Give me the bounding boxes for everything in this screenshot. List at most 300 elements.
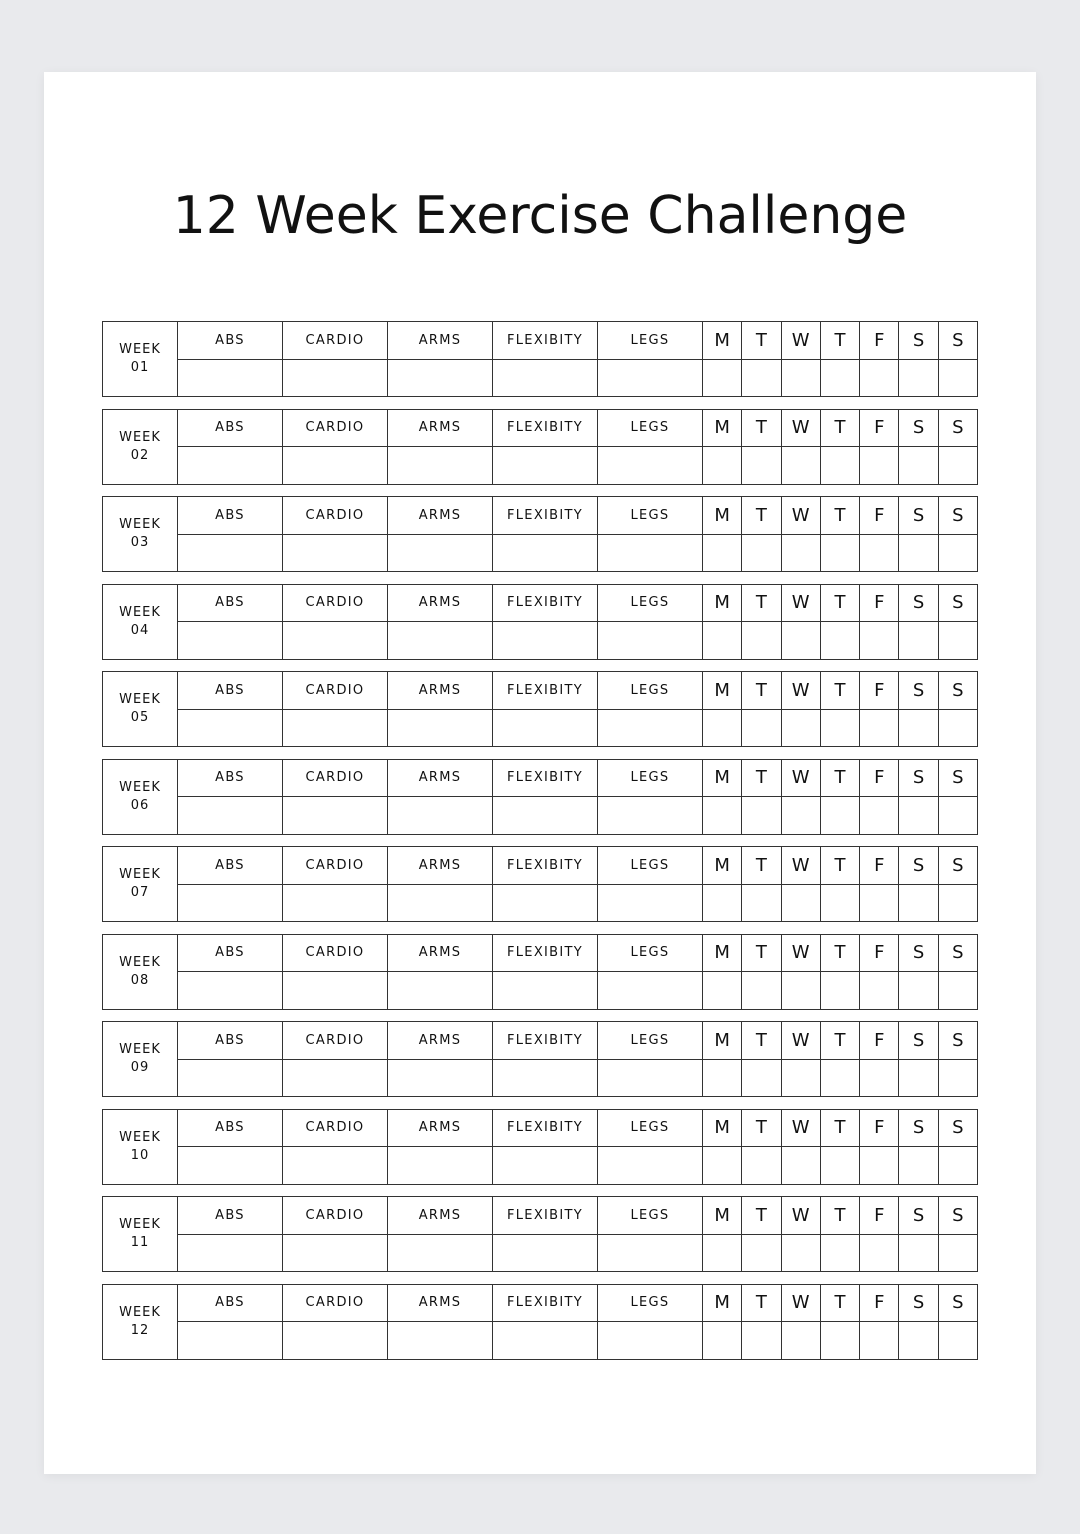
day-checkbox-cell[interactable] (820, 447, 859, 485)
day-checkbox-cell[interactable] (938, 1059, 977, 1097)
category-header: ARMS (388, 847, 493, 885)
day-checkbox-cell[interactable] (703, 359, 742, 397)
day-checkbox-cell[interactable] (742, 1234, 781, 1272)
page-title: 12 Week Exercise Challenge (172, 186, 908, 246)
category-header: CARDIO (283, 1109, 388, 1147)
day-checkbox-cell[interactable] (860, 709, 899, 747)
day-checkbox-cell[interactable] (899, 359, 938, 397)
day-checkbox-cell[interactable] (820, 1234, 859, 1272)
day-checkbox-cell[interactable] (781, 359, 820, 397)
day-checkbox-cell[interactable] (820, 534, 859, 572)
category-entry-cell[interactable] (283, 1147, 388, 1185)
day-header: S (899, 847, 938, 885)
day-checkbox-cell[interactable] (899, 972, 938, 1010)
day-checkbox-cell[interactable] (938, 972, 977, 1010)
day-checkbox-cell[interactable] (938, 359, 977, 397)
day-checkbox-cell[interactable] (742, 622, 781, 660)
day-checkbox-cell[interactable] (820, 1322, 859, 1360)
category-entry-cell[interactable] (493, 972, 598, 1010)
category-entry-cell[interactable] (388, 534, 493, 572)
category-entry-cell[interactable] (178, 447, 283, 485)
day-checkbox-cell[interactable] (860, 797, 899, 835)
day-checkbox-cell[interactable] (742, 1322, 781, 1360)
day-checkbox-cell[interactable] (781, 972, 820, 1010)
day-header: F (860, 934, 899, 972)
day-checkbox-cell[interactable] (899, 884, 938, 922)
category-entry-cell[interactable] (283, 797, 388, 835)
category-header: LEGS (598, 1284, 703, 1322)
day-header: T (742, 1109, 781, 1147)
weeks-list (102, 321, 978, 1371)
category-entry-cell[interactable] (283, 1234, 388, 1272)
day-checkbox-cell[interactable] (781, 884, 820, 922)
week-number: 12 (130, 1322, 150, 1338)
day-header: S (899, 322, 938, 360)
day-header: M (703, 759, 742, 797)
week-table (102, 409, 978, 485)
category-entry-cell[interactable] (388, 1322, 493, 1360)
category-entry-cell[interactable] (283, 1059, 388, 1097)
week-number: 02 (130, 447, 150, 463)
category-entry-cell[interactable] (178, 359, 283, 397)
day-checkbox-cell[interactable] (781, 534, 820, 572)
category-header: ARMS (388, 1197, 493, 1235)
day-header: S (938, 1197, 977, 1235)
week-label (103, 847, 178, 922)
day-checkbox-cell[interactable] (938, 709, 977, 747)
category-entry-cell[interactable] (388, 622, 493, 660)
day-checkbox-cell[interactable] (938, 797, 977, 835)
week-label (103, 934, 178, 1009)
day-checkbox-cell[interactable] (938, 622, 977, 660)
week-table (102, 584, 978, 660)
day-checkbox-cell[interactable] (703, 1234, 742, 1272)
category-entry-cell[interactable] (388, 1147, 493, 1185)
day-header: S (938, 1109, 977, 1147)
day-header: M (703, 847, 742, 885)
category-header: ARMS (388, 584, 493, 622)
category-entry-cell[interactable] (598, 797, 703, 835)
week-block (102, 584, 978, 660)
day-checkbox-cell[interactable] (899, 709, 938, 747)
category-entry-cell[interactable] (178, 622, 283, 660)
day-header: W (781, 409, 820, 447)
day-header: S (899, 1197, 938, 1235)
category-entry-cell[interactable] (283, 972, 388, 1010)
category-entry-cell[interactable] (178, 1147, 283, 1185)
category-header: CARDIO (283, 1022, 388, 1060)
week-word: WEEK (119, 342, 161, 357)
day-checkbox-cell[interactable] (820, 1147, 859, 1185)
day-checkbox-cell[interactable] (703, 972, 742, 1010)
category-entry-cell[interactable] (493, 1234, 598, 1272)
day-checkbox-cell[interactable] (820, 884, 859, 922)
day-header: W (781, 584, 820, 622)
category-header: ABS (178, 497, 283, 535)
category-header: ARMS (388, 1284, 493, 1322)
day-checkbox-cell[interactable] (742, 884, 781, 922)
category-entry-cell[interactable] (493, 534, 598, 572)
day-header: F (860, 497, 899, 535)
category-entry-cell[interactable] (598, 1234, 703, 1272)
day-checkbox-cell[interactable] (820, 709, 859, 747)
category-entry-cell[interactable] (598, 1147, 703, 1185)
week-table (102, 846, 978, 922)
day-checkbox-cell[interactable] (781, 1147, 820, 1185)
day-header: F (860, 322, 899, 360)
category-entry-cell[interactable] (388, 1234, 493, 1272)
day-header: S (899, 1109, 938, 1147)
week-label (103, 409, 178, 484)
day-header: T (742, 672, 781, 710)
day-header: T (820, 497, 859, 535)
day-checkbox-cell[interactable] (820, 1059, 859, 1097)
day-checkbox-cell[interactable] (820, 972, 859, 1010)
category-entry-cell[interactable] (493, 1059, 598, 1097)
day-checkbox-cell[interactable] (742, 359, 781, 397)
day-header: M (703, 1109, 742, 1147)
category-entry-cell[interactable] (598, 709, 703, 747)
day-checkbox-cell[interactable] (703, 884, 742, 922)
category-entry-cell[interactable] (493, 359, 598, 397)
day-checkbox-cell[interactable] (820, 359, 859, 397)
category-header: CARDIO (283, 1284, 388, 1322)
category-entry-cell[interactable] (598, 447, 703, 485)
category-header: ARMS (388, 409, 493, 447)
day-checkbox-cell[interactable] (860, 447, 899, 485)
day-checkbox-cell[interactable] (899, 797, 938, 835)
week-word: WEEK (119, 954, 161, 970)
day-checkbox-cell[interactable] (860, 534, 899, 572)
category-entry-cell[interactable] (598, 1059, 703, 1097)
category-entry-cell[interactable] (493, 797, 598, 835)
week-table (102, 671, 978, 747)
category-header: FLEXIBITY (493, 1109, 598, 1147)
day-header: S (899, 1284, 938, 1322)
day-header: T (742, 322, 781, 360)
day-checkbox-cell[interactable] (860, 1147, 899, 1185)
category-header: FLEXIBITY (493, 409, 598, 447)
category-entry-cell[interactable] (493, 1322, 598, 1360)
day-header: S (899, 759, 938, 797)
day-header: S (938, 759, 977, 797)
category-entry-cell[interactable] (493, 709, 598, 747)
week-table (102, 1021, 978, 1097)
category-entry-cell[interactable] (388, 359, 493, 397)
day-checkbox-cell[interactable] (860, 622, 899, 660)
day-checkbox-cell[interactable] (781, 1322, 820, 1360)
day-header: T (742, 584, 781, 622)
day-checkbox-cell[interactable] (703, 1147, 742, 1185)
week-word: WEEK (119, 429, 161, 445)
day-checkbox-cell[interactable] (781, 622, 820, 660)
category-header: ARMS (388, 934, 493, 972)
category-header: ABS (178, 1109, 283, 1147)
day-header: M (703, 584, 742, 622)
category-entry-cell[interactable] (283, 534, 388, 572)
week-number: 01 (130, 360, 150, 375)
day-checkbox-cell[interactable] (938, 1234, 977, 1272)
week-table (102, 759, 978, 835)
category-header: LEGS (598, 847, 703, 885)
day-header: T (820, 672, 859, 710)
day-header: W (781, 759, 820, 797)
day-header: T (742, 1197, 781, 1235)
category-header: LEGS (598, 759, 703, 797)
week-label (103, 322, 178, 397)
category-header: CARDIO (283, 322, 388, 360)
week-word: WEEK (119, 1042, 161, 1057)
day-header: S (938, 672, 977, 710)
week-number: 10 (130, 1147, 150, 1163)
day-checkbox-cell[interactable] (742, 1147, 781, 1185)
week-word: WEEK (119, 517, 161, 532)
day-checkbox-cell[interactable] (899, 1322, 938, 1360)
category-header: CARDIO (283, 847, 388, 885)
day-checkbox-cell[interactable] (703, 534, 742, 572)
day-checkbox-cell[interactable] (860, 359, 899, 397)
category-header: ABS (178, 1197, 283, 1235)
day-checkbox-cell[interactable] (899, 622, 938, 660)
category-entry-cell[interactable] (178, 1322, 283, 1360)
day-checkbox-cell[interactable] (860, 972, 899, 1010)
day-checkbox-cell[interactable] (938, 884, 977, 922)
category-header: FLEXIBITY (493, 672, 598, 710)
day-checkbox-cell[interactable] (781, 447, 820, 485)
day-checkbox-cell[interactable] (938, 1147, 977, 1185)
category-entry-cell[interactable] (178, 797, 283, 835)
day-header: M (703, 934, 742, 972)
day-header: W (781, 672, 820, 710)
day-header: W (781, 1109, 820, 1147)
category-header: ABS (178, 847, 283, 885)
week-table (102, 1109, 978, 1185)
category-entry-cell[interactable] (598, 534, 703, 572)
category-header: ARMS (388, 1022, 493, 1060)
category-header: ARMS (388, 322, 493, 360)
category-header: CARDIO (283, 1197, 388, 1235)
day-checkbox-cell[interactable] (742, 1059, 781, 1097)
category-entry-cell[interactable] (178, 1234, 283, 1272)
category-header: ABS (178, 1284, 283, 1322)
day-checkbox-cell[interactable] (781, 1234, 820, 1272)
category-header: FLEXIBITY (493, 847, 598, 885)
week-label (103, 672, 178, 747)
category-header: FLEXIBITY (493, 584, 598, 622)
category-header: FLEXIBITY (493, 497, 598, 535)
day-checkbox-cell[interactable] (742, 972, 781, 1010)
week-word: WEEK (119, 1304, 161, 1320)
category-entry-cell[interactable] (178, 534, 283, 572)
category-entry-cell[interactable] (283, 359, 388, 397)
day-checkbox-cell[interactable] (860, 884, 899, 922)
day-checkbox-cell[interactable] (938, 1322, 977, 1360)
day-header: F (860, 759, 899, 797)
week-label (103, 1022, 178, 1097)
category-entry-cell[interactable] (493, 1147, 598, 1185)
day-header: T (820, 1022, 859, 1060)
day-header: W (781, 1197, 820, 1235)
day-header: W (781, 497, 820, 535)
week-number: 08 (130, 972, 150, 988)
day-checkbox-cell[interactable] (703, 1059, 742, 1097)
week-block (102, 321, 978, 397)
day-checkbox-cell[interactable] (899, 1234, 938, 1272)
day-header: T (820, 584, 859, 622)
category-entry-cell[interactable] (283, 709, 388, 747)
category-header: ABS (178, 584, 283, 622)
category-header: LEGS (598, 497, 703, 535)
day-checkbox-cell[interactable] (703, 709, 742, 747)
day-checkbox-cell[interactable] (703, 447, 742, 485)
week-label (103, 1197, 178, 1272)
day-header: S (899, 497, 938, 535)
category-header: LEGS (598, 1109, 703, 1147)
day-checkbox-cell[interactable] (781, 709, 820, 747)
day-header: S (938, 847, 977, 885)
category-entry-cell[interactable] (178, 709, 283, 747)
day-checkbox-cell[interactable] (899, 447, 938, 485)
category-entry-cell[interactable] (283, 447, 388, 485)
day-header: T (820, 759, 859, 797)
day-header: T (820, 1109, 859, 1147)
day-checkbox-cell[interactable] (703, 797, 742, 835)
day-header: S (899, 409, 938, 447)
day-checkbox-cell[interactable] (781, 1059, 820, 1097)
category-entry-cell[interactable] (178, 1059, 283, 1097)
day-header: F (860, 672, 899, 710)
category-entry-cell[interactable] (283, 1322, 388, 1360)
category-entry-cell[interactable] (388, 709, 493, 747)
day-checkbox-cell[interactable] (938, 447, 977, 485)
day-checkbox-cell[interactable] (899, 534, 938, 572)
category-header: ABS (178, 759, 283, 797)
day-header: F (860, 409, 899, 447)
week-word: WEEK (119, 779, 161, 795)
day-checkbox-cell[interactable] (781, 797, 820, 835)
day-header: S (938, 584, 977, 622)
category-header: LEGS (598, 322, 703, 360)
day-header: F (860, 1284, 899, 1322)
category-header: CARDIO (283, 409, 388, 447)
week-word: WEEK (119, 604, 161, 620)
day-checkbox-cell[interactable] (742, 534, 781, 572)
day-header: W (781, 1284, 820, 1322)
day-header: T (820, 847, 859, 885)
day-header: S (938, 1284, 977, 1322)
category-header: LEGS (598, 409, 703, 447)
category-entry-cell[interactable] (388, 972, 493, 1010)
day-checkbox-cell[interactable] (938, 534, 977, 572)
category-header: ABS (178, 934, 283, 972)
category-header: ARMS (388, 1109, 493, 1147)
day-header: M (703, 1284, 742, 1322)
day-header: S (938, 934, 977, 972)
category-entry-cell[interactable] (388, 1059, 493, 1097)
day-header: S (938, 1022, 977, 1060)
category-entry-cell[interactable] (178, 972, 283, 1010)
category-header: ABS (178, 672, 283, 710)
day-checkbox-cell[interactable] (742, 797, 781, 835)
category-entry-cell[interactable] (598, 972, 703, 1010)
category-entry-cell[interactable] (598, 622, 703, 660)
day-header: W (781, 934, 820, 972)
day-header: F (860, 1022, 899, 1060)
week-block (102, 1109, 978, 1185)
category-header: ARMS (388, 497, 493, 535)
week-table (102, 1284, 978, 1360)
category-header: CARDIO (283, 759, 388, 797)
week-label (103, 497, 178, 572)
day-header: F (860, 1109, 899, 1147)
week-label (103, 759, 178, 834)
week-number: 06 (130, 797, 150, 813)
week-block (102, 1284, 978, 1360)
day-checkbox-cell[interactable] (703, 1322, 742, 1360)
week-label (103, 1284, 178, 1359)
category-header: FLEXIBITY (493, 934, 598, 972)
day-checkbox-cell[interactable] (820, 622, 859, 660)
day-header: M (703, 1022, 742, 1060)
day-checkbox-cell[interactable] (860, 1234, 899, 1272)
category-header: CARDIO (283, 934, 388, 972)
day-header: M (703, 497, 742, 535)
day-checkbox-cell[interactable] (899, 1059, 938, 1097)
day-checkbox-cell[interactable] (860, 1059, 899, 1097)
category-entry-cell[interactable] (388, 797, 493, 835)
day-checkbox-cell[interactable] (703, 622, 742, 660)
week-number: 11 (130, 1235, 150, 1250)
category-header: CARDIO (283, 584, 388, 622)
category-entry-cell[interactable] (283, 884, 388, 922)
day-header: S (938, 497, 977, 535)
category-header: FLEXIBITY (493, 1284, 598, 1322)
category-header: ABS (178, 1022, 283, 1060)
category-entry-cell[interactable] (493, 622, 598, 660)
category-entry-cell[interactable] (598, 884, 703, 922)
day-checkbox-cell[interactable] (742, 709, 781, 747)
category-entry-cell[interactable] (283, 622, 388, 660)
category-entry-cell[interactable] (493, 884, 598, 922)
day-header: S (938, 409, 977, 447)
day-header: W (781, 322, 820, 360)
category-header: LEGS (598, 584, 703, 622)
day-header: T (742, 1022, 781, 1060)
category-entry-cell[interactable] (493, 447, 598, 485)
category-entry-cell[interactable] (178, 884, 283, 922)
day-header: T (742, 759, 781, 797)
week-block (102, 409, 978, 485)
day-checkbox-cell[interactable] (860, 1322, 899, 1360)
category-entry-cell[interactable] (388, 884, 493, 922)
category-header: FLEXIBITY (493, 1022, 598, 1060)
day-checkbox-cell[interactable] (820, 797, 859, 835)
category-entry-cell[interactable] (388, 447, 493, 485)
day-header: S (899, 934, 938, 972)
day-header: M (703, 672, 742, 710)
week-table (102, 321, 978, 397)
week-block (102, 846, 978, 922)
category-entry-cell[interactable] (598, 359, 703, 397)
day-header: S (899, 672, 938, 710)
day-checkbox-cell[interactable] (742, 447, 781, 485)
day-checkbox-cell[interactable] (899, 1147, 938, 1185)
week-block (102, 1196, 978, 1272)
category-entry-cell[interactable] (598, 1322, 703, 1360)
week-word: WEEK (119, 692, 161, 707)
category-header: LEGS (598, 672, 703, 710)
week-number: 05 (130, 710, 150, 725)
